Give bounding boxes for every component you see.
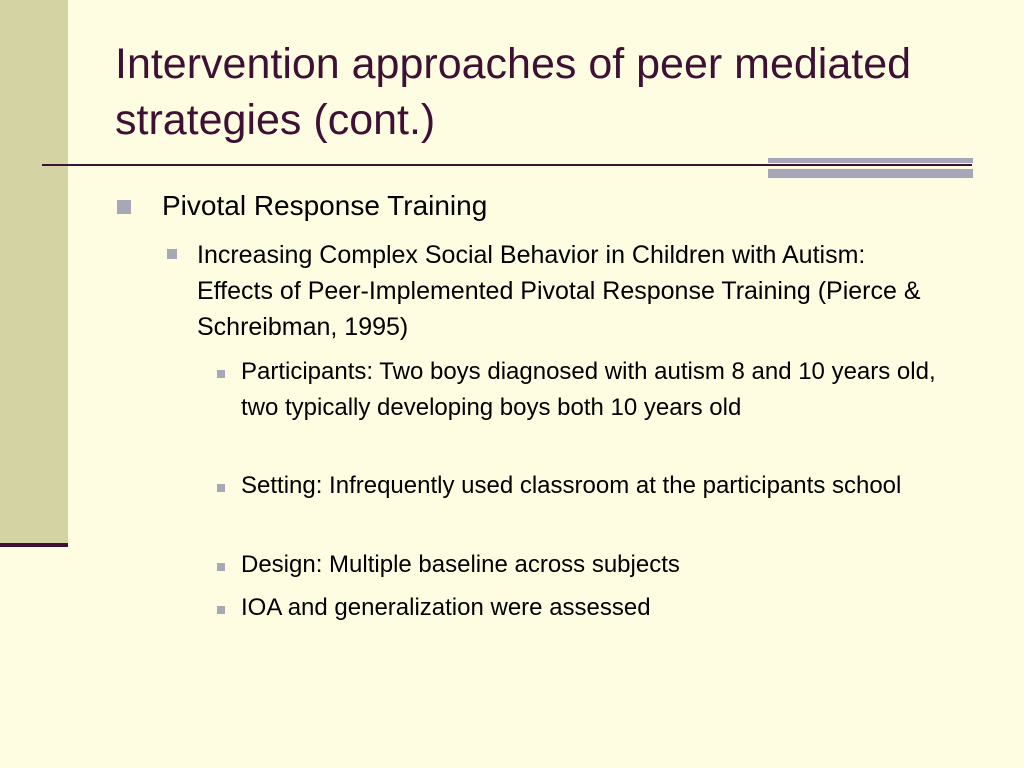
square-bullet-icon: [217, 370, 225, 378]
square-bullet-icon: [167, 249, 177, 259]
bullet-level-1: Pivotal Response Training: [162, 190, 488, 221]
bullet-level-3-ioa: IOA and generalization were assessed: [241, 594, 651, 621]
bullet-level-3-setting: Setting: Infrequently used classroom at the participants school: [241, 472, 902, 499]
square-bullet-icon: [117, 200, 131, 214]
bullet-level-3-participants: Participants: Two boys diagnosed with autism 8 and 10 years old, two typically developing boys both 10 years old: [241, 358, 936, 421]
square-bullet-icon: [217, 484, 225, 492]
bullet-level-2: Increasing Complex Social Behavior in Children with Autism: Effects of Peer-Implemented Pivotal Response Training (Pierce & Schreibman, 1995): [197, 241, 921, 341]
square-bullet-icon: [217, 563, 225, 571]
slide-title: Intervention approaches of peer mediated strategies (cont.): [115, 40, 912, 144]
bullet-level-3-design: Design: Multiple baseline across subjects: [241, 551, 680, 578]
square-bullet-icon: [217, 606, 225, 614]
